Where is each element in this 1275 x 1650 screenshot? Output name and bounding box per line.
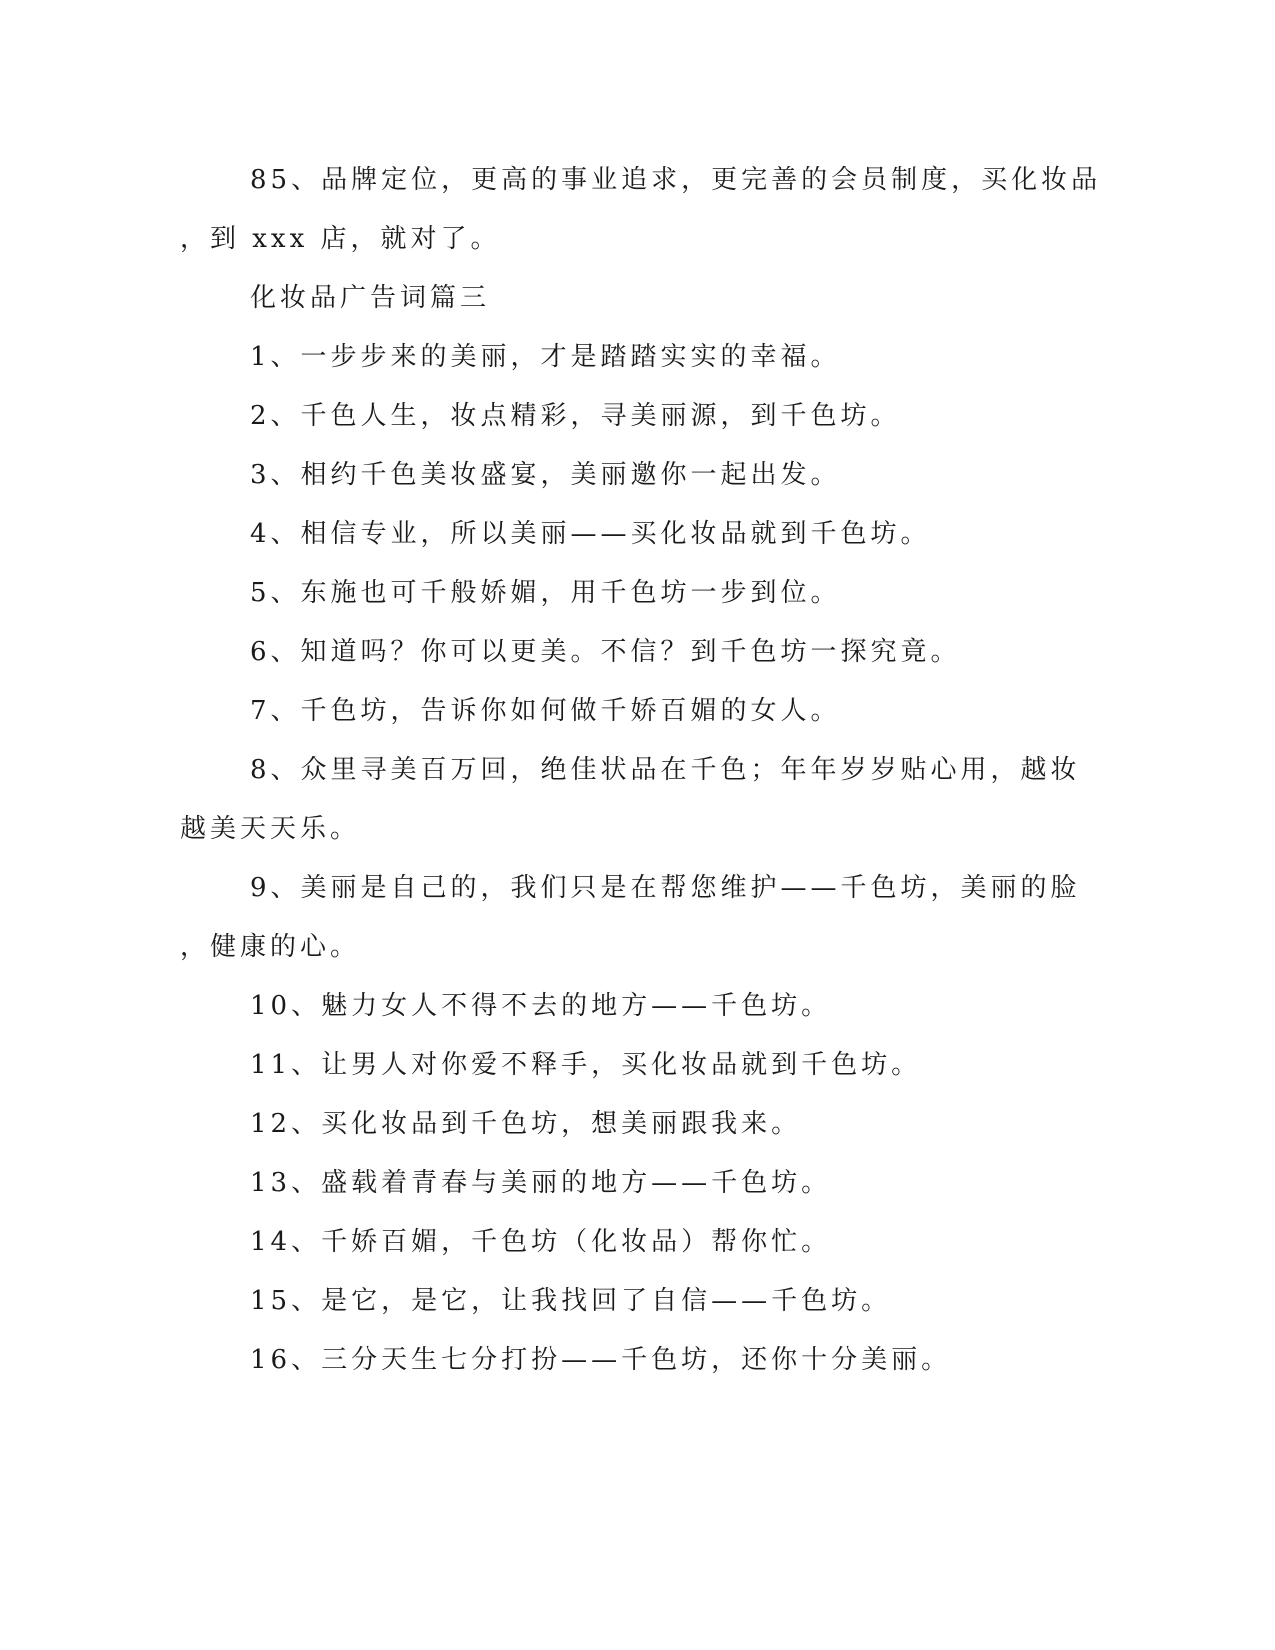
slogan-10: 10、魅力女人不得不去的地方——千色坊。 xyxy=(250,991,832,1021)
slogan-2: 2、千色人生，妆点精彩，寻美丽源，到千色坊。 xyxy=(250,401,901,431)
slogan-13: 13、盛载着青春与美丽的地方——千色坊。 xyxy=(250,1168,832,1198)
slogan-9-line-1: 9、美丽是自己的，我们只是在帮您维护——千色坊，美丽的脸 xyxy=(250,873,1081,903)
paragraph-85-line-1: 85、品牌定位，更高的事业追求，更完善的会员制度，买化妆品 xyxy=(250,165,1102,195)
slogan-9-line-2: ，健康的心。 xyxy=(180,932,361,962)
section-heading: 化妆品广告词篇三 xyxy=(250,283,491,313)
slogan-4: 4、相信专业，所以美丽——买化妆品就到千色坊。 xyxy=(250,519,931,549)
paragraph-85-line-2: ，到 xxx 店，就对了。 xyxy=(180,224,501,254)
slogan-6: 6、知道吗？你可以更美。不信？到千色坊一探究竟。 xyxy=(250,637,961,667)
slogan-3: 3、相约千色美妆盛宴，美丽邀你一起出发。 xyxy=(250,460,841,490)
slogan-16: 16、三分天生七分打扮——千色坊，还你十分美丽。 xyxy=(250,1345,952,1375)
slogan-8-line-1: 8、众里寻美百万回，绝佳状品在千色；年年岁岁贴心用，越妆 xyxy=(250,755,1081,785)
slogan-12: 12、买化妆品到千色坊，想美丽跟我来。 xyxy=(250,1109,802,1139)
slogan-1: 1、一步步来的美丽，才是踏踏实实的幸福。 xyxy=(250,342,841,372)
slogan-11: 11、让男人对你爱不释手，买化妆品就到千色坊。 xyxy=(250,1050,922,1080)
slogan-5: 5、东施也可千般娇媚，用千色坊一步到位。 xyxy=(250,578,841,608)
slogan-14: 14、千娇百媚，千色坊（化妆品）帮你忙。 xyxy=(250,1227,832,1257)
slogan-15: 15、是它，是它，让我找回了自信——千色坊。 xyxy=(250,1286,892,1316)
slogan-7: 7、千色坊，告诉你如何做千娇百媚的女人。 xyxy=(250,696,841,726)
slogan-8-line-2: 越美天天乐。 xyxy=(180,814,361,844)
